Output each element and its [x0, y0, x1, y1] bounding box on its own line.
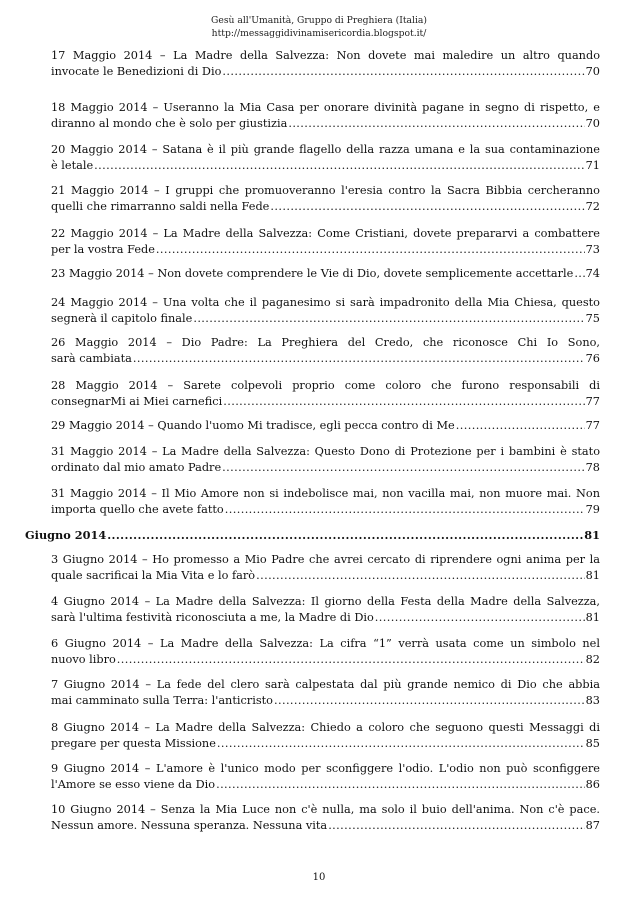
- toc-page-number: 76: [585, 351, 600, 365]
- toc-entry[interactable]: [51, 594, 600, 625]
- dot-leader: [156, 242, 585, 258]
- toc-entry-title-line: 26 Maggio 2014 – Dio Padre: La Preghiera del Credo, che riconosce Chi Io Sono,: [51, 336, 600, 349]
- dot-leader: [288, 116, 584, 132]
- dot-leader: [217, 736, 585, 752]
- dot-leader: [456, 418, 585, 434]
- dot-leader: [107, 528, 583, 544]
- toc-entry-title-line: 17 Maggio 2014 – La Madre della Salvezza: Non dovete mai maledire un altro quando: [51, 49, 600, 62]
- dot-leader: [225, 502, 585, 518]
- toc-page-number: 86: [585, 777, 600, 791]
- toc-entry[interactable]: [51, 552, 600, 583]
- toc-entry-title-line: 7 Giugno 2014 – La fede del clero sarà calpestata dal più grande nemico di Dio che abbia: [51, 678, 600, 691]
- toc-entry[interactable]: [51, 335, 600, 366]
- toc-page-number: 83: [585, 693, 600, 707]
- toc-entry-title-line: 20 Maggio 2014 – Satana è il più grande flagello della razza umana e la sua contaminazione: [51, 143, 600, 156]
- toc-page-number: 77: [585, 419, 600, 432]
- toc-page-number: 79: [585, 502, 600, 516]
- toc-entry-title-line: 8 Giugno 2014 – La Madre della Salvezza: Chiedo a coloro che seguono questi Messaggi di: [51, 721, 600, 734]
- page-header: [0, 14, 638, 40]
- toc-page-number: 81: [584, 528, 600, 542]
- toc-entry-title-line: 4 Giugno 2014 – La Madre della Salvezza: Il giorno della Festa della Madre della Salvezza,: [51, 595, 600, 608]
- toc-entry-title: mai camminato sulla Terra: l'anticristo: [51, 693, 273, 707]
- toc-entry-title-line: 9 Giugno 2014 – L'amore è l'unico modo per sconfiggere l'odio. L'odio non può sconfiggere: [51, 762, 600, 775]
- dot-leader: [328, 818, 584, 834]
- toc-entry[interactable]: [51, 100, 600, 131]
- header-url: http://messaggidivinamisericordia.blogspot.it/: [211, 28, 427, 39]
- toc-entry-title-line: 28 Maggio 2014 – Sarete colpevoli proprio come coloro che furono responsabili di: [51, 379, 600, 392]
- dot-leader: [133, 351, 585, 367]
- toc-entry-title: segnerà il capitolo finale: [51, 311, 193, 325]
- toc-entry-title-line: 31 Maggio 2014 – La Madre della Salvezza: Questo Dono di Protezione per i bambini è stato: [51, 445, 600, 458]
- toc-entry[interactable]: [51, 444, 600, 475]
- dot-leader: [574, 266, 584, 282]
- toc-page-number: 77: [585, 394, 600, 408]
- toc-entry-title: invocate le Benedizioni di Dio: [51, 64, 222, 78]
- dot-leader: [375, 610, 585, 626]
- dot-leader: [216, 777, 585, 793]
- toc-entry[interactable]: [51, 720, 600, 751]
- toc-entry[interactable]: [51, 142, 600, 173]
- toc-page-number: 70: [585, 116, 600, 130]
- dot-leader: [270, 199, 584, 215]
- toc-entry-title-line: 3 Giugno 2014 – Ho promesso a Mio Padre che avrei cercato di riprendere ogni anima per la: [51, 553, 600, 566]
- toc-entry-title: importa quello che avete fatto: [51, 502, 224, 516]
- toc-entry-title-line: 31 Maggio 2014 – Il Mio Amore non si indebolisce mai, non vacilla mai, non muore mai. Non: [51, 487, 600, 500]
- toc-month-heading[interactable]: [25, 528, 600, 544]
- header-title: Gesù all'Umanità, Gruppo di Preghiera (Italia): [211, 15, 427, 26]
- toc-entry-title: è letale: [51, 158, 94, 172]
- toc-entry-title: consegnarMi ai Miei carnefici: [51, 394, 223, 408]
- toc-entry[interactable]: [51, 486, 600, 517]
- toc-entry-title: diranno al mondo che è solo per giustizia: [51, 116, 288, 130]
- toc-entry[interactable]: [51, 761, 600, 792]
- toc-page-number: 85: [585, 736, 600, 750]
- toc-entry-title: 29 Maggio 2014 – Quando l'uomo Mi tradisce, egli pecca contro di Me: [51, 419, 455, 432]
- dot-leader: [222, 64, 584, 80]
- toc-entry[interactable]: [51, 677, 600, 708]
- dot-leader: [222, 460, 584, 476]
- toc-entry-title-line: 6 Giugno 2014 – La Madre della Salvezza: La cifra “1” verrà usata come un simbolo nel: [51, 637, 600, 650]
- toc-page-number: 78: [585, 460, 600, 474]
- toc-entry-title-line: 22 Maggio 2014 – La Madre della Salvezza: Come Cristiani, dovete prepararvi a combattere: [51, 227, 600, 240]
- toc-page-number: 87: [585, 818, 600, 832]
- toc-entry-title: quale sacrificai la Mia Vita e lo farò: [51, 568, 256, 582]
- toc-page-number: 74: [585, 267, 600, 280]
- toc-page-number: 81: [585, 610, 600, 624]
- toc-entry[interactable]: [51, 183, 600, 214]
- toc-entry-title: Nessun amore. Nessuna speranza. Nessuna vita: [51, 818, 328, 832]
- toc-page-number: 73: [585, 242, 600, 256]
- toc-entry-title: sarà l'ultima festività riconosciuta a me, la Madre di Dio: [51, 610, 374, 624]
- toc-page-number: 71: [585, 158, 600, 172]
- toc-entry[interactable]: [51, 295, 600, 326]
- toc-entry[interactable]: [51, 378, 600, 409]
- toc-entry[interactable]: [51, 266, 600, 282]
- toc-entry-title-line: 24 Maggio 2014 – Una volta che il paganesimo si sarà impadronito della Mia Chiesa, questo: [51, 296, 600, 309]
- toc-entry[interactable]: [51, 802, 600, 833]
- dot-leader: [223, 394, 584, 410]
- toc-entry[interactable]: [51, 226, 600, 257]
- toc-entry[interactable]: [51, 636, 600, 667]
- toc-entry-title-line: 10 Giugno 2014 – Senza la Mia Luce non c'è nulla, ma solo il buio dell'anima. Non c'è pace.: [51, 803, 600, 816]
- toc-entry[interactable]: [51, 48, 600, 79]
- toc-entry-title: l'Amore se esso viene da Dio: [51, 777, 216, 791]
- toc-entry-title-line: 21 Maggio 2014 – I gruppi che promuoveranno l'eresia contro la Sacra Bibbia cercheranno: [51, 184, 600, 197]
- toc-entry-title: quelli che rimarranno saldi nella Fede: [51, 199, 270, 213]
- toc-page-number: 75: [585, 311, 600, 325]
- toc-entry-title: ordinato dal mio amato Padre: [51, 460, 222, 474]
- toc-entry-title-line: 18 Maggio 2014 – Useranno la Mia Casa per onorare divinità pagane in segno di rispetto, e: [51, 101, 600, 114]
- dot-leader: [256, 568, 585, 584]
- toc-page-number: 82: [585, 652, 600, 666]
- dot-leader: [117, 652, 585, 668]
- toc-entry-title: nuovo libro: [51, 652, 116, 666]
- toc-page-number: 72: [585, 199, 600, 213]
- toc-entry-title: sarà cambiata: [51, 351, 132, 365]
- page-number: 10: [312, 872, 326, 883]
- dot-leader: [193, 311, 584, 327]
- toc-entry-title: Giugno 2014: [25, 528, 107, 542]
- toc-entry-title: pregare per questa Missione: [51, 736, 216, 750]
- toc-page-number: 70: [585, 64, 600, 78]
- toc-entry-title: per la vostra Fede: [51, 242, 155, 256]
- dot-leader: [274, 693, 585, 709]
- toc-entry[interactable]: [51, 418, 600, 434]
- dot-leader: [94, 158, 584, 174]
- toc-entry-title: 23 Maggio 2014 – Non dovete comprendere le Vie di Dio, dovete semplicemente accettarle: [51, 267, 574, 280]
- toc-page-number: 81: [585, 568, 600, 582]
